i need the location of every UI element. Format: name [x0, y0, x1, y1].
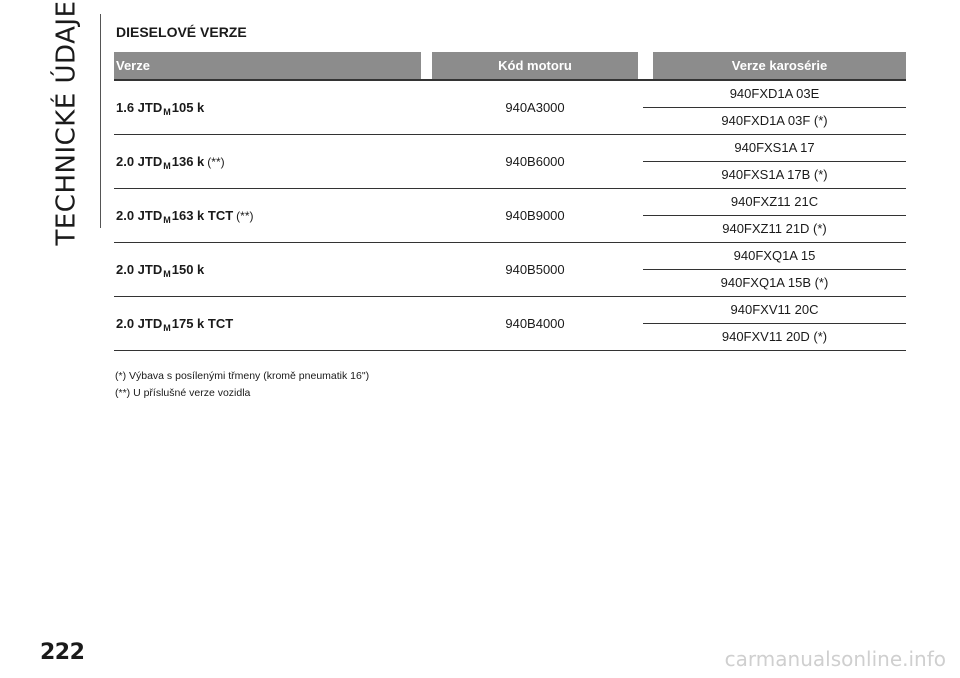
body-version-cell: 940FXQ1A 15	[643, 243, 906, 270]
body-version-cell: 940FXV11 20C	[643, 297, 906, 324]
table-row	[114, 297, 906, 351]
header-body-version: Verze karosérie	[653, 52, 906, 79]
table-row	[114, 135, 906, 189]
table-row	[114, 81, 906, 135]
body-version-cell: 940FXS1A 17	[643, 135, 906, 162]
body-version-cell: 940FXD1A 03F (*)	[721, 113, 828, 128]
body-version-cell: 940FXQ1A 15B (*)	[720, 275, 829, 290]
engine-code-cell: 940B9000	[505, 208, 565, 223]
diesel-versions-table	[114, 52, 906, 351]
body-version-cell: 940FXV11 20D (*)	[721, 329, 828, 344]
side-section-title	[41, 0, 91, 246]
engine-code-cell: 940B4000	[505, 316, 565, 331]
version-cell: 2.0 $JTD_M150$ k	[116, 262, 205, 279]
body-version-cell: 940FXZ11 21D (*)	[722, 221, 827, 236]
version-cell: 2.0 $JTD_M163$ k TCT (**)	[116, 208, 254, 225]
body-version-cell: 940FXZ11 21C	[643, 189, 906, 216]
version-cell: 1.6 $JTD_M105$ k	[116, 100, 205, 117]
header-version: Verze	[114, 52, 421, 79]
engine-code-cell: 940A3000	[505, 100, 565, 115]
engine-code-cell: 940B6000	[505, 154, 565, 169]
body-version-cell: 940FXD1A 03E	[643, 81, 906, 108]
side-section-title-text: TECHNICKÉ ÚDAJE	[51, 0, 82, 246]
side-divider	[100, 14, 101, 228]
body-version-cell: 940FXS1A 17B (*)	[721, 167, 828, 182]
watermark: carmanualsonline.info	[724, 647, 946, 671]
engine-code-cell: 940B5000	[505, 262, 565, 277]
footnote: (**) U příslušné verze vozidla	[115, 387, 251, 399]
page-number: 222	[40, 640, 85, 665]
version-cell: 2.0 $JTD_M136$ k (**)	[116, 154, 225, 171]
table-row	[114, 189, 906, 243]
footnote: (*) Výbava s posílenými třmeny (kromě pneumatik 16")	[115, 370, 370, 382]
table-header	[114, 52, 906, 81]
header-engine-code: Kód motoru	[432, 52, 638, 79]
table-footnotes	[115, 368, 369, 402]
section-heading: DIESELOVÉ VERZE	[116, 24, 247, 40]
version-cell: 2.0 $JTD_M175$ k TCT	[116, 316, 234, 333]
table-row	[114, 243, 906, 297]
